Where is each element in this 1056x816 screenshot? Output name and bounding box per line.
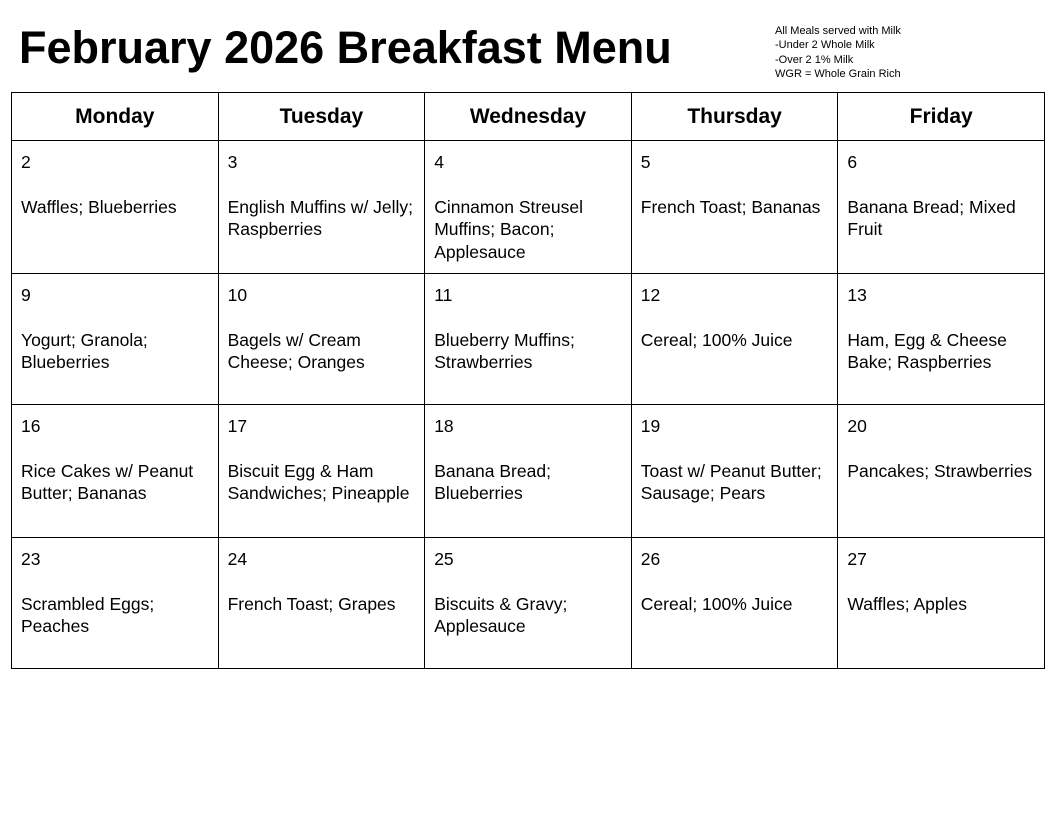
day-cell	[218, 538, 425, 669]
meal-text: Waffles; Blueberries	[21, 196, 177, 217]
day-number: 11	[434, 285, 453, 305]
meal-text: Waffles; Apples	[847, 593, 968, 614]
meal-text: Ham, Egg & Cheese Bake; Raspberries	[847, 329, 1007, 373]
day-cell	[425, 141, 632, 274]
meal-text: Scrambled Eggs; Peaches	[21, 593, 155, 637]
day-cell	[218, 274, 425, 405]
meal-text: Cereal; 100% Juice	[640, 329, 793, 350]
day-number: 4	[434, 152, 444, 172]
menu-calendar-table	[11, 92, 1045, 669]
note-line: WGR = Whole Grain Rich	[775, 67, 901, 80]
day-cell	[218, 141, 425, 274]
day-number: 17	[227, 416, 248, 436]
day-cell	[12, 405, 219, 538]
weekday-header-monday: Monday	[12, 93, 219, 141]
day-cell	[425, 538, 632, 669]
meal-text: Banana Bread; Mixed Fruit	[847, 196, 1016, 240]
day-number: 25	[434, 549, 454, 569]
day-number: 12	[640, 285, 661, 305]
day-number: 5	[640, 152, 651, 172]
meal-text: French Toast; Grapes	[227, 593, 396, 614]
note-line: All Meals served with Milk	[775, 25, 901, 37]
day-cell	[838, 538, 1045, 669]
weekday-header-wednesday: Wednesday	[425, 93, 632, 141]
page-title: February 2026 Breakfast Menu	[19, 22, 672, 73]
meal-text: Biscuit Egg & Ham Sandwiches; Pineapple	[227, 460, 410, 504]
meal-text: Banana Bread; Blueberries	[434, 460, 551, 504]
day-number: 19	[640, 416, 661, 436]
meal-text: Yogurt; Granola; Blueberries	[21, 329, 148, 373]
day-number: 16	[21, 416, 41, 436]
milk-notes	[775, 24, 901, 81]
day-cell	[631, 405, 838, 538]
meal-text: Pancakes; Strawberries	[847, 460, 1033, 481]
day-number: 27	[847, 549, 867, 569]
note-line: -Under 2 Whole Milk	[775, 39, 875, 52]
day-number: 13	[847, 285, 867, 305]
day-number: 2	[21, 152, 31, 172]
day-cell	[12, 141, 219, 274]
day-number: 6	[847, 152, 858, 172]
week-row	[12, 538, 1045, 669]
day-cell	[838, 141, 1045, 274]
meal-text: Bagels w/ Cream Cheese; Oranges	[227, 329, 365, 373]
meal-text: Cereal; 100% Juice	[640, 593, 793, 614]
day-cell	[425, 274, 632, 405]
weekday-header-thursday: Thursday	[631, 93, 838, 141]
day-number: 10	[227, 285, 248, 305]
weekday-header-tuesday: Tuesday	[218, 93, 425, 141]
day-cell	[218, 405, 425, 538]
day-cell	[631, 141, 838, 274]
day-number: 18	[434, 416, 454, 436]
day-cell	[631, 274, 838, 405]
meal-text: Biscuits & Gravy; Applesauce	[434, 593, 568, 637]
day-number: 9	[21, 285, 31, 305]
weekday-header-row	[12, 93, 1045, 141]
week-row	[12, 274, 1045, 405]
day-number: 20	[847, 416, 867, 436]
week-row	[12, 141, 1045, 274]
day-cell	[631, 538, 838, 669]
note-line: -Over 2 1% Milk	[775, 53, 854, 66]
day-cell	[12, 538, 219, 669]
day-number: 3	[227, 152, 238, 172]
day-cell	[838, 405, 1045, 538]
day-cell	[838, 274, 1045, 405]
day-number: 23	[21, 549, 41, 569]
day-cell	[425, 405, 632, 538]
weekday-header-friday: Friday	[838, 93, 1045, 141]
meal-text: French Toast; Bananas	[640, 196, 821, 217]
meal-text: Toast w/ Peanut Butter; Sausage; Pears	[640, 460, 822, 504]
day-number: 24	[227, 549, 248, 569]
meal-text: Blueberry Muffins; Strawberries	[434, 329, 575, 373]
week-row	[12, 405, 1045, 538]
day-number: 26	[640, 549, 661, 569]
meal-text: English Muffins w/ Jelly; Raspberries	[227, 196, 414, 240]
meal-text: Cinnamon Streusel Muffins; Bacon; Applesauce	[434, 196, 584, 262]
meal-text: Rice Cakes w/ Peanut Butter; Bananas	[21, 460, 194, 504]
day-cell	[12, 274, 219, 405]
